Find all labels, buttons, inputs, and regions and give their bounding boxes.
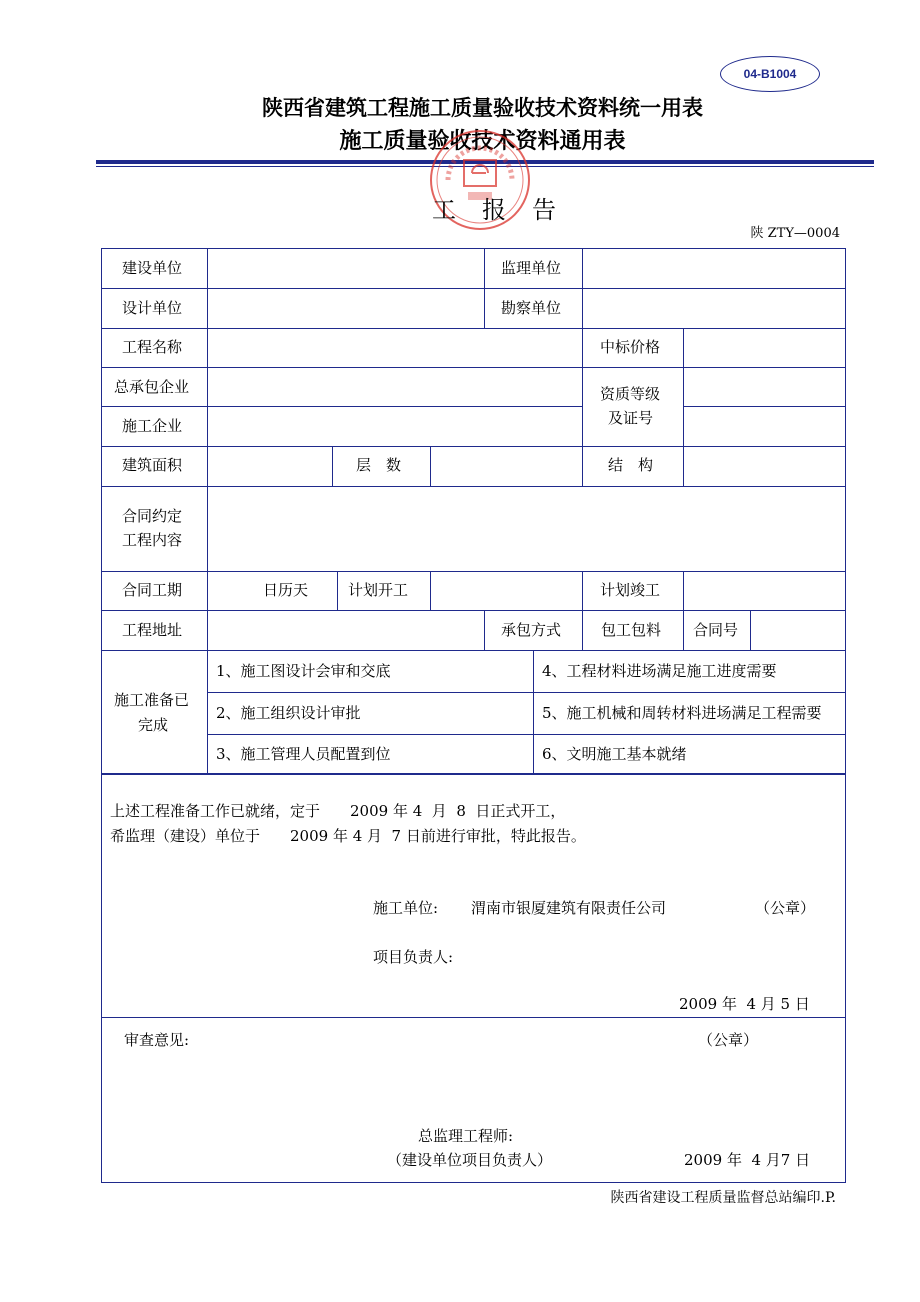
label-qualification-line1: 资质等级 (600, 385, 661, 403)
doc-title-char-2: 报 (482, 196, 506, 224)
label-project-address: 工程地址 (122, 621, 183, 639)
contractor-seal: （公章） (755, 899, 816, 917)
report-date: 2009 年 4 月 5 日 (679, 995, 810, 1013)
label-calendar-days: 日历天 (263, 581, 309, 599)
value-contract-mode: 包工包料 (601, 621, 662, 639)
sub-title: 施工质量验收技术资料通用表 (339, 129, 626, 154)
label-supervision-unit: 监理单位 (501, 259, 562, 277)
form-number-badge: 04-B1004 (720, 56, 820, 92)
review-date: 2009 年 4 月7 日 (684, 1151, 811, 1169)
label-prep-line2: 完成 (138, 716, 169, 734)
label-structure: 结 构 (608, 456, 654, 474)
chief-supervisor-label: 总监理工程师: (418, 1127, 514, 1145)
label-building-area: 建筑面积 (122, 456, 183, 474)
footer-publisher: 陕西省建设工程质量监督总站编印.P. (610, 1190, 836, 1206)
label-contract-content-line2: 工程内容 (122, 531, 183, 549)
label-general-contractor: 总承包企业 (114, 378, 190, 396)
prep-item-5: 5、施工机械和周转材料进场满足工程需要 (542, 704, 822, 722)
label-qualification-line2: 及证号 (608, 409, 654, 427)
prep-item-1: 1、施工图设计会审和交底 (216, 662, 391, 680)
report-line-1: 上述工程准备工作已就绪，定于 2009 年 4 月 8 日正式开工， (110, 802, 566, 820)
prep-item-2: 2、施工组织设计审批 (216, 704, 361, 722)
label-survey-unit: 勘察单位 (501, 299, 562, 317)
label-bid-price: 中标价格 (600, 338, 661, 356)
label-construction-unit: 建设单位 (122, 259, 183, 277)
prep-item-3: 3、施工管理人员配置到位 (216, 745, 391, 763)
label-contract-no: 合同号 (693, 621, 739, 639)
doc-title-char-3: 告 (532, 196, 556, 224)
label-planned-start: 计划开工 (348, 581, 409, 599)
contractor-label: 施工单位: (373, 899, 439, 917)
report-line-2: 希监理（建设）单位于 2009 年 4 月 7 日前进行审批，特此报告。 (110, 827, 586, 845)
prep-item-6: 6、文明施工基本就绪 (542, 745, 687, 763)
document-code: 陕 ZTY—0004 (750, 226, 840, 241)
label-contract-mode: 承包方式 (501, 621, 562, 639)
label-construction-enterprise: 施工企业 (122, 417, 183, 435)
label-planned-completion: 计划竣工 (600, 581, 661, 599)
label-design-unit: 设计单位 (122, 299, 183, 317)
label-floors: 层 数 (356, 456, 402, 474)
label-project-name: 工程名称 (122, 338, 183, 356)
owner-manager-label: （建设单位项目负责人） (387, 1151, 553, 1169)
label-contract-content-line1: 合同约定 (122, 507, 183, 525)
prep-item-4: 4、工程材料进场满足施工进度需要 (542, 662, 777, 680)
contractor-name: 渭南市银厦建筑有限责任公司 (471, 899, 667, 917)
main-title: 陕西省建筑工程施工质量验收技术资料统一用表 (262, 96, 703, 120)
label-contract-period: 合同工期 (122, 581, 183, 599)
label-prep-line1: 施工准备已 (114, 691, 190, 709)
review-seal: （公章） (698, 1031, 759, 1049)
review-opinion-label: 审查意见: (124, 1031, 190, 1049)
project-manager-label: 项目负责人: (373, 948, 454, 966)
doc-title-char-1: 工 (432, 196, 456, 224)
